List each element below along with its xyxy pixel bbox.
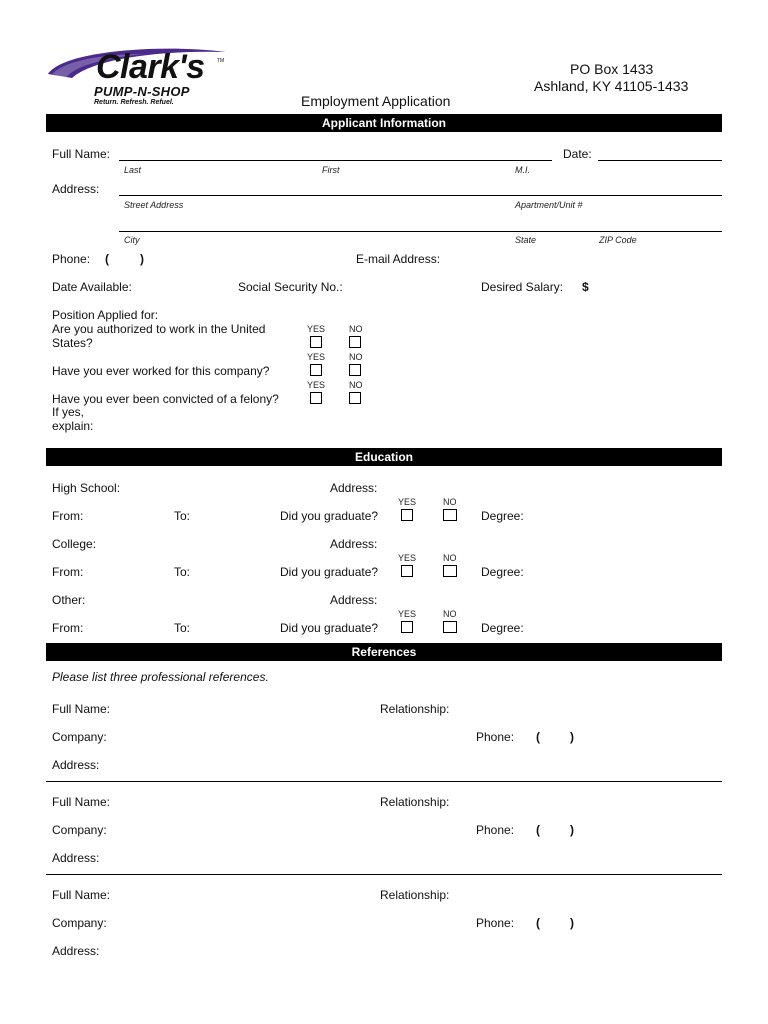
hs-no-checkbox[interactable]: [443, 509, 457, 521]
ref1-paren-close: ): [570, 730, 574, 744]
label-hs-to: To:: [174, 509, 191, 523]
label-address: Address:: [52, 182, 100, 196]
logo-tm: TM: [217, 58, 225, 64]
address-line-1: PO Box 1433: [570, 61, 654, 77]
label-college-to: To:: [174, 565, 191, 579]
question-worked-here: Have you ever worked for this company?: [52, 364, 270, 378]
ref1-paren-open: (: [536, 730, 540, 744]
ref3-label-address: Address:: [52, 944, 100, 958]
sublabel-first: First: [322, 165, 340, 175]
label-desired-salary: Desired Salary:: [481, 280, 564, 294]
page-title: Employment Application: [301, 93, 451, 109]
felony-no-label: NO: [349, 380, 363, 390]
felony-yes-label: YES: [307, 380, 326, 390]
other-no-label: NO: [443, 609, 457, 619]
felony-yes-checkbox[interactable]: [310, 392, 322, 404]
label-full-name: Full Name:: [52, 147, 111, 161]
sublabel-last: Last: [124, 165, 142, 175]
reference-divider: [46, 781, 722, 782]
sublabel-apt: Apartment/Unit #: [515, 200, 583, 210]
sublabel-state: State: [515, 235, 537, 245]
logo-tagline: Return. Refresh. Refuel.: [94, 99, 174, 106]
authorized-no-checkbox[interactable]: [349, 336, 361, 348]
label-position: Position Applied for:: [52, 308, 159, 322]
ref2-label-company: Company:: [52, 823, 107, 837]
label-date-available: Date Available:: [52, 280, 132, 294]
worked-no-label: NO: [349, 352, 363, 362]
label-hs-from: From:: [52, 509, 84, 523]
label-email: E-mail Address:: [356, 252, 441, 266]
logo-subbrand: PUMP-N-SHOP: [94, 84, 190, 99]
authorized-yes-label: YES: [307, 324, 326, 334]
label-other: Other:: [52, 593, 86, 607]
college-yes-checkbox[interactable]: [401, 565, 413, 577]
ref1-label-relationship: Relationship:: [380, 702, 450, 716]
ref2-label-full-name: Full Name:: [52, 795, 111, 809]
label-other-graduate: Did you graduate?: [280, 621, 379, 635]
ref3-label-phone: Phone:: [476, 916, 515, 930]
ref2-paren-open: (: [536, 823, 540, 837]
sublabel-city: City: [124, 235, 140, 245]
section-header-applicant: Applicant Information: [46, 114, 722, 132]
college-yes-label: YES: [398, 553, 417, 563]
label-other-from: From:: [52, 621, 84, 635]
city-state-zip-field[interactable]: [119, 231, 722, 232]
ref1-label-phone: Phone:: [476, 730, 515, 744]
section-header-education: Education: [46, 448, 722, 466]
worked-yes-checkbox[interactable]: [310, 364, 322, 376]
sublabel-mi: M.I.: [515, 165, 530, 175]
ref3-paren-close: ): [570, 916, 574, 930]
ref1-label-company: Company:: [52, 730, 107, 744]
label-college-degree: Degree:: [481, 565, 524, 579]
ref1-label-address: Address:: [52, 758, 100, 772]
hs-yes-label: YES: [398, 497, 417, 507]
label-other-address: Address:: [330, 593, 378, 607]
label-other-to: To:: [174, 621, 191, 635]
authorized-no-label: NO: [349, 324, 363, 334]
felony-no-checkbox[interactable]: [349, 392, 361, 404]
ref3-label-company: Company:: [52, 916, 107, 930]
logo-brand: Clark's: [96, 48, 205, 86]
ref3-paren-open: (: [536, 916, 540, 930]
label-other-degree: Degree:: [481, 621, 524, 635]
address-line-2: Ashland, KY 41105-1433: [534, 78, 689, 94]
ref3-label-relationship: Relationship:: [380, 888, 450, 902]
question-authorized-line2: States?: [52, 336, 93, 350]
references-instructions: Please list three professional references.: [52, 670, 269, 684]
section-header-references: References: [46, 643, 722, 661]
reference-divider: [46, 874, 722, 875]
label-high-school: High School:: [52, 481, 121, 495]
label-phone: Phone:: [52, 252, 91, 266]
phone-paren-open: (: [105, 252, 109, 266]
ref1-label-full-name: Full Name:: [52, 702, 111, 716]
ref2-label-phone: Phone:: [476, 823, 515, 837]
label-college-address: Address:: [330, 537, 378, 551]
hs-yes-checkbox[interactable]: [401, 509, 413, 521]
full-name-field[interactable]: [119, 160, 552, 161]
label-college-graduate: Did you graduate?: [280, 565, 379, 579]
ref3-label-full-name: Full Name:: [52, 888, 111, 902]
other-no-checkbox[interactable]: [443, 621, 457, 633]
college-no-label: NO: [443, 553, 457, 563]
ref2-paren-close: ): [570, 823, 574, 837]
label-hs-address: Address:: [330, 481, 378, 495]
hs-no-label: NO: [443, 497, 457, 507]
worked-no-checkbox[interactable]: [349, 364, 361, 376]
phone-paren-close: ): [140, 252, 144, 266]
label-college-from: From:: [52, 565, 84, 579]
salary-dollar-sign: $: [582, 280, 589, 294]
label-hs-degree: Degree:: [481, 509, 524, 523]
authorized-yes-checkbox[interactable]: [310, 336, 322, 348]
sublabel-street: Street Address: [124, 200, 184, 210]
question-felony: Have you ever been convicted of a felony?: [52, 392, 279, 406]
other-yes-checkbox[interactable]: [401, 621, 413, 633]
sublabel-zip: ZIP Code: [599, 235, 637, 245]
ref2-label-relationship: Relationship:: [380, 795, 450, 809]
label-if-yes: If yes,: [52, 405, 85, 419]
label-hs-graduate: Did you graduate?: [280, 509, 379, 523]
worked-yes-label: YES: [307, 352, 326, 362]
label-explain: explain:: [52, 419, 94, 433]
other-yes-label: YES: [398, 609, 417, 619]
ref2-label-address: Address:: [52, 851, 100, 865]
label-ssn: Social Security No.:: [238, 280, 343, 294]
street-address-field[interactable]: [119, 195, 722, 196]
question-authorized-line1: Are you authorized to work in the United: [52, 322, 266, 336]
college-no-checkbox[interactable]: [443, 565, 457, 577]
date-field[interactable]: [598, 160, 722, 161]
label-college: College:: [52, 537, 97, 551]
label-date: Date:: [563, 147, 592, 161]
